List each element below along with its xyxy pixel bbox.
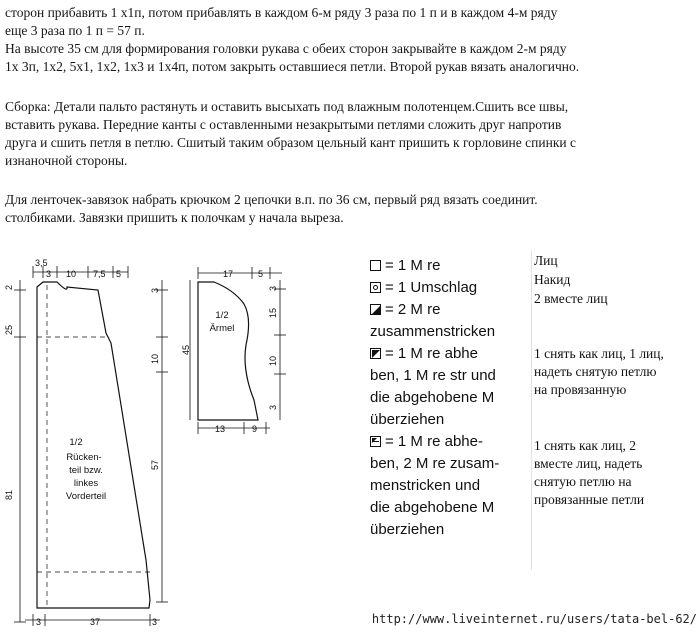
legend-row: = 2 M re bbox=[370, 299, 440, 321]
yarn-over-icon bbox=[370, 282, 381, 293]
sleeve-dim-bot2: 9 bbox=[252, 424, 258, 434]
legend-line: überziehen bbox=[370, 521, 445, 538]
dim-d4: 5 bbox=[116, 269, 122, 279]
sleeve-dim-r3: 10 bbox=[268, 355, 278, 366]
legend-ru-line: 1 снять как лиц, 2 bbox=[534, 438, 636, 453]
sleeve-dim-r2: 15 bbox=[268, 307, 278, 318]
dim-d3: 7,5 bbox=[93, 269, 106, 279]
sleeve-label-fraction: 1/2 bbox=[215, 310, 229, 321]
dim-d2: 10 bbox=[66, 269, 77, 279]
legend-ru-line: Накид bbox=[534, 272, 571, 287]
dim-r3: 57 bbox=[150, 459, 160, 470]
dim-l2: 25 bbox=[4, 324, 14, 335]
text-line: Для ленточек-завязок набрать крючком 2 цепочки в.п. по 36 см, первый ряд вязать соединит. bbox=[5, 192, 538, 207]
back-label-line: Vorderteil bbox=[65, 491, 107, 502]
text-line: сторон прибавить 1 х1п, потом прибавлять в каждом 6-м ряду 3 раза по 1 п и в каждом 4-м ряду bbox=[5, 5, 558, 20]
dim-l3: 81 bbox=[4, 489, 14, 500]
dim-r2: 10 bbox=[150, 353, 160, 364]
legend-line: ben, 1 M re str und bbox=[370, 367, 496, 384]
legend-ru-line: Лиц bbox=[534, 253, 558, 268]
back-label-line: Rücken- bbox=[66, 452, 102, 463]
knit-stitch-icon bbox=[370, 260, 381, 271]
text-line: друга и сшить петля в петлю. Сшитый таким образом цельный кант пришить к горловине спинки с bbox=[5, 135, 576, 150]
legend-line: überziehen bbox=[370, 411, 445, 428]
text-line: еще 3 раза по 1 п = 57 п. bbox=[5, 23, 145, 38]
dim-b1: 3 bbox=[36, 617, 42, 627]
sleeve-dim-bot1: 13 bbox=[215, 424, 226, 434]
text-line: вставить рукава. Передние канты с оставленными незакрытыми петлями сложить друг напротив bbox=[5, 117, 562, 132]
text-line: На высоте 35 см для формирования головки рукава с обеих сторон закрывайте в каждом 2-м ряду bbox=[5, 41, 567, 56]
legend-ru-line: провязанные петли bbox=[534, 492, 645, 507]
dim-d1: 3 bbox=[46, 269, 52, 279]
legend-ru-line: 2 вместе лиц bbox=[534, 291, 608, 306]
text-line: 1х 3п, 1х2, 5х1, 1х2, 1х3 и 1х4п, потом закрыть оставшиеся петли. Второй рукав вязать аналогично. bbox=[5, 59, 580, 74]
sleeve-dim-top1: 17 bbox=[223, 269, 234, 279]
skp-icon bbox=[370, 348, 381, 359]
k2tog-icon bbox=[370, 304, 381, 315]
legend-line: die abgehobene M bbox=[370, 499, 495, 516]
legend-ru-line: 1 снять как лиц, 1 лиц, bbox=[534, 346, 664, 361]
sleeve-dim-r4: 3 bbox=[268, 404, 278, 410]
back-label-line: teil bzw. bbox=[69, 465, 103, 476]
dim-b2: 37 bbox=[90, 617, 101, 627]
legend-row: = 1 M re bbox=[370, 255, 440, 277]
sleeve-label-name: Ärmel bbox=[209, 323, 235, 334]
legend-row: = 1 M re abhe bbox=[370, 343, 478, 365]
legend-ru-line: вместе лиц, надеть bbox=[534, 456, 643, 471]
legend-line: menstricken und bbox=[370, 477, 481, 494]
text-line: Сборка: Детали пальто растянуть и оставить высыхать под влажным полотенцем.Сшить все швы, bbox=[5, 99, 569, 114]
dim-l1: 2 bbox=[4, 284, 14, 290]
legend-ru-line: на провязанную bbox=[534, 382, 627, 397]
legend-line: zusammenstricken bbox=[370, 323, 496, 340]
dim-r1: 3 bbox=[150, 287, 160, 293]
sleeve-dim-r1: 3 bbox=[268, 285, 278, 291]
sleeve-dim-top2: 5 bbox=[258, 269, 264, 279]
legend-row: = 1 M re abhe- bbox=[370, 431, 483, 453]
sleeve-schematic bbox=[180, 262, 290, 437]
sleeve-dim-left: 45 bbox=[181, 344, 191, 355]
dim-neck-width: 3,5 bbox=[35, 258, 48, 268]
back-piece-schematic bbox=[0, 255, 180, 627]
text-line: изнаночной стороны. bbox=[5, 153, 128, 168]
legend-line: die abgehobene M bbox=[370, 389, 495, 406]
source-url: http://www.liveinternet.ru/users/tata-bel-62/ bbox=[371, 612, 697, 626]
back-label-line: linkes bbox=[73, 478, 99, 489]
legend-ru-line: снятую петлю на bbox=[534, 474, 632, 489]
dim-b3: 3 bbox=[152, 617, 158, 627]
legend-line: ben, 2 M re zusam- bbox=[370, 455, 500, 472]
legend-row: = 1 Umschlag bbox=[370, 277, 477, 299]
sk2p-icon bbox=[370, 436, 381, 447]
legend-divider bbox=[531, 250, 532, 570]
text-line: столбиками. Завязки пришить к полочкам у начала выреза. bbox=[5, 210, 344, 225]
back-label-fraction: 1/2 bbox=[69, 437, 83, 448]
legend-ru-line: надеть снятую петлю bbox=[534, 364, 657, 379]
